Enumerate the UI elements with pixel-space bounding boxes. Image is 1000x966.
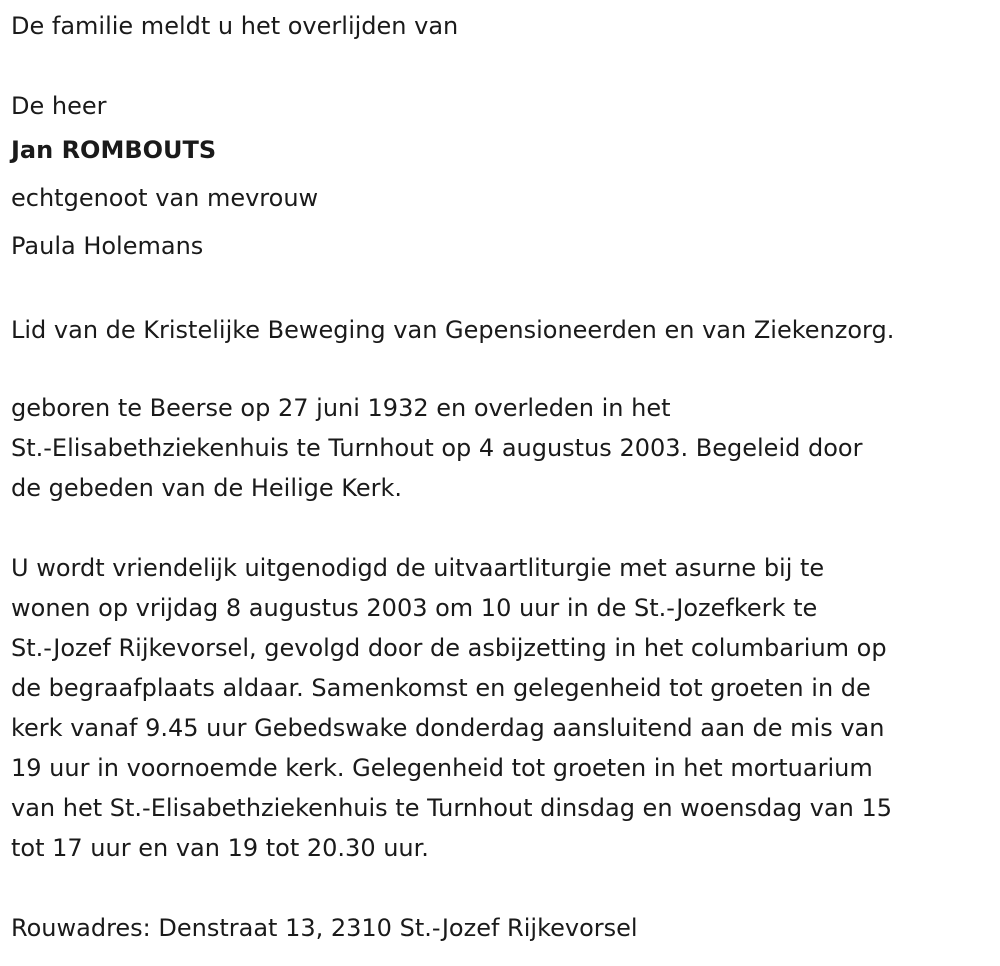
- salutation: De heer: [11, 92, 107, 120]
- intro-text: De familie meldt u het overlijden van: [11, 12, 459, 40]
- spouse-intro: echtgenoot van mevrouw: [11, 184, 319, 212]
- funeral-line: wonen op vrijdag 8 augustus 2003 om 10 uur in de St.-Jozefkerk te: [11, 594, 818, 622]
- funeral-line: van het St.-Elisabethziekenhuis te Turnhout dinsdag en woensdag van 15: [11, 794, 893, 822]
- funeral-line: U wordt vriendelijk uitgenodigd de uitvaartliturgie met asurne bij te: [11, 554, 825, 582]
- birth-death-line: de gebeden van de Heilige Kerk.: [11, 474, 402, 502]
- funeral-line: kerk vanaf 9.45 uur Gebedswake donderdag aansluitend aan de mis van: [11, 714, 885, 742]
- funeral-line: tot 17 uur en van 19 tot 20.30 uur.: [11, 834, 429, 862]
- funeral-line: de begraafplaats aldaar. Samenkomst en gelegenheid tot groeten in de: [11, 674, 871, 702]
- funeral-line: St.-Jozef Rijkevorsel, gevolgd door de asbijzetting in het columbarium op: [11, 634, 887, 662]
- spacer: [11, 508, 991, 548]
- spouse-name: Paula Holemans: [11, 232, 204, 260]
- spacer: [11, 46, 991, 86]
- spacer: [11, 270, 991, 310]
- mourning-address: Rouwadres: Denstraat 13, 2310 St.-Jozef Rijkevorsel: [11, 914, 638, 942]
- birth-death-line: St.-Elisabethziekenhuis te Turnhout op 4 augustus 2003. Begeleid door: [11, 434, 863, 462]
- deceased-name: Jan ROMBOUTS: [11, 136, 217, 164]
- obituary-document: [11, 6, 991, 948]
- membership-text: Lid van de Kristelijke Beweging van Gepensioneerden en van Ziekenzorg.: [11, 316, 895, 344]
- spacer: [11, 350, 991, 388]
- birth-death-line: geboren te Beerse op 27 juni 1932 en overleden in het: [11, 394, 671, 422]
- spacer: [11, 868, 991, 908]
- funeral-line: 19 uur in voornoemde kerk. Gelegenheid tot groeten in het mortuarium: [11, 754, 873, 782]
